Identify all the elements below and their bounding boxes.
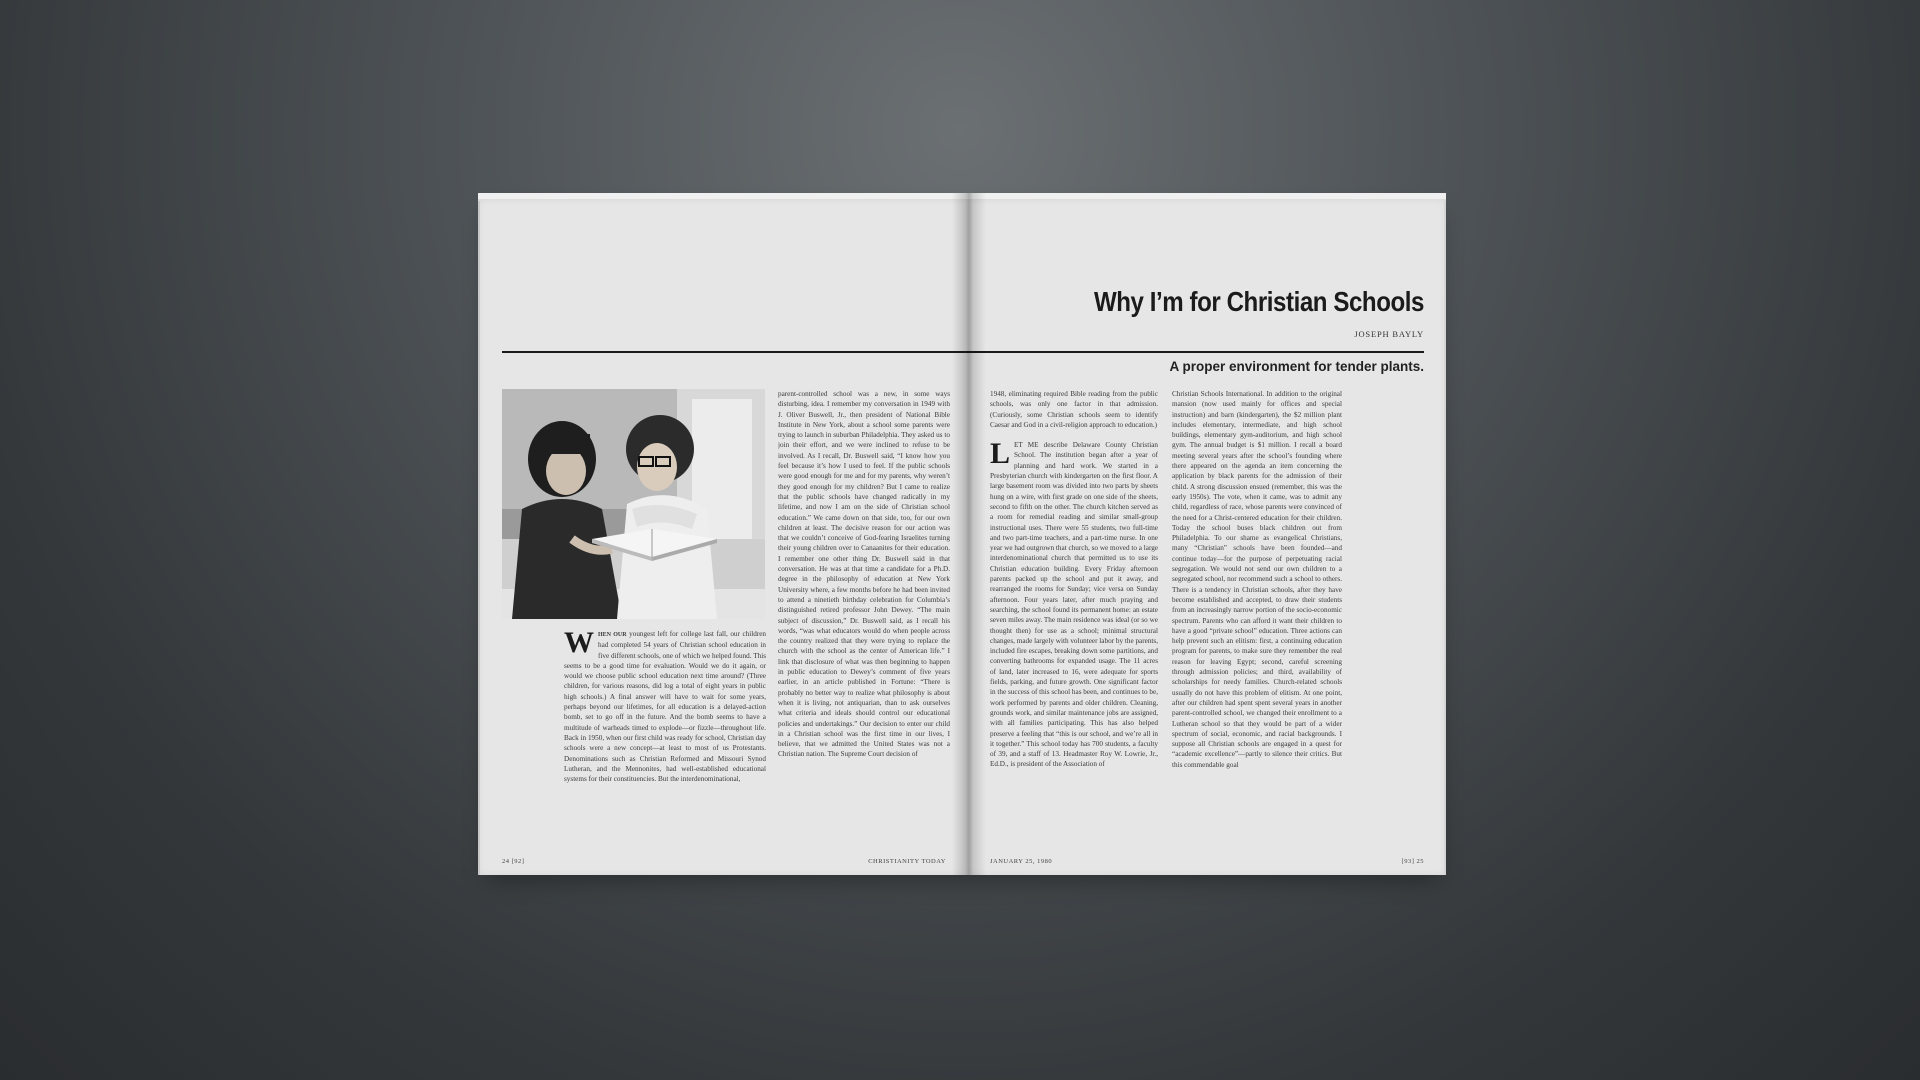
left-column-2	[778, 389, 950, 837]
article-title: Why I’m for Christian Schools	[1093, 286, 1424, 317]
left-column-2-text: parent-controlled school was a new, in some ways disturbing, idea. I remember my conversation in 1949 with J. Oliver Buswell, Jr., then president of National Bible Institute in New York, about a school some parents were trying to launch in suburban Philadelphia. They asked us to join their effort, and we were inclined to refuse to be involved. As I recall, Dr. Buswell said, “I know how you feel because it’s how I used to feel. If the public schools were good enough for me and for my parents, why weren’t they good enough for my children? But I came to realize that the public schools have changed radically in my lifetime, and now I am on the side of Christian school education.” We came down on that side, too, for our own children at least. The decisive reason for our action was that we couldn’t conceive of God-fearing Israelites turning their young children over to Canaanites for their education. I remember one other thing Dr. Buswell said in that conversation. He was at that time a candidate for a Ph.D. degree in the philosophy of education at New York University where, a few months before he had been invited to attend a ninetieth birthday celebration for Columbia’s distinguished retired professor John Dewey. “The main subject of discussion,” Dr. Buswell said, as I recall his words, “was what educators would do when people across the country realized that they were trying to replace the church with the school as the center of American life.” I link that disclosure of what was then beginning to happen in public education to Dewey’s comment of five years earlier, in an article published in Fortune: “There is probably no better way to realize what philosophy is about when it is living, not antiquarian, than to ask ourselves what criteria and ideals should control our educational policies and undertakings.” Our decision to enter our child in a Christian school was the first time in our lives, I believe, that we admitted the United States was not a Christian nation. The Supreme Court decision of	[778, 390, 950, 759]
right-column-2	[1172, 389, 1342, 837]
right-column-2-text: Christian Schools International. In addition to the original mansion (now used mainly for offices and special instruction) and barn (kindergarten), the $2 million plant includes elementary, intermediate, and high school buildings, elementary gym-auditorium, and high school gym. The annual budget is $1 million. I recall a board meeting several years after the school’s founding where there appeared on the agenda an item concerning the application by black parents for the admission of their child. A strong discussion ensued (remember, this was the early 1950s). The vote, when it came, was to admit any child, regardless of race, whose parents were convinced of the need for a Christ-centered education for their children. Today the school buses black children out from Philadelphia. To our shame as evangelical Christians, many “Christian” schools have been founded—and continue today—for the purpose of perpetuating racial segregation. We would not send our own children to a segregated school, nor recommend such a school to others. There is a tendency in Christian schools, after they have become established and accepted, to draw their students from an increasingly narrow portion of the socio-economic spectrum. Parents who can afford it want their children to have a good “private school” education. Three actions can help prevent such an elitism: first, a continuing education program for parents, to make sure they remember the real reason for leaving Egypt; second, careful screening through admission policies; and third, availability of scholarships for needy families. Church-related schools usually do not have this problem of elitism. At one point, after our children had spent spent several years in another parent-controlled school, we changed their enrollment to a Lutheran school so that they would be part of a wider spectrum of social, economic, and racial backgrounds. I suppose all Christian schools are engaged in a quest for “academic excellence”—partly to silence their critics. But this commendable goal	[1172, 390, 1342, 769]
dropcap-l: L	[990, 437, 1011, 471]
right-column-1-intro: 1948, eliminating required Bible reading from the public schools, was only one factor in that admission. (Curiously, some Christian schools seem to identify Caesar and God in a civil-religion approach to education.)	[990, 390, 1158, 429]
left-magazine-name: CHRISTIANITY TODAY	[868, 858, 946, 865]
right-page-edge	[1444, 201, 1446, 875]
left-page-number: 24 [92]	[502, 858, 525, 865]
article-author: JOSEPH BAYLY	[1354, 329, 1424, 339]
header-rule-right	[968, 351, 1424, 353]
left-column-1-text: youngest left for college last fall, our children had completed 54 years of Christian school education in five different schools, one of which we helped found. This seems to be a good time for evaluation. Would we do it again, or would we choose public school education next time around? (Three children, for various reasons, did log a total of eight years in public high schools.) A final answer will have to wait for some years, perhaps beyond our lifetimes, for all education is a delayed-action bomb, set to go off in the future. And the bomb seems to have a multitude of warheads timed to explode—or fizzle—throughout life. Back in 1950, when our first child was ready for school, Christian day schools were a new concept—at least to most of us Protestants. Denominations such as Christian Reformed and Missouri Synod Lutheran, and the Mennonites, had well-established educational systems for their constituencies. But the interdenominational,	[564, 630, 766, 784]
smallcaps-lead: HEN OUR	[598, 632, 627, 638]
right-page	[968, 193, 1446, 875]
right-column-1	[990, 389, 1158, 837]
right-date: JANUARY 25, 1980	[990, 858, 1053, 865]
article-photo	[502, 389, 765, 619]
children-reading-photo	[502, 389, 765, 619]
article-subtitle: A proper environment for tender plants.	[1169, 359, 1424, 374]
dropcap-w: W	[564, 629, 594, 659]
magazine-spread	[478, 193, 1446, 869]
left-page-edge	[478, 201, 480, 875]
left-column-1	[564, 629, 766, 839]
left-page	[478, 193, 968, 875]
right-column-1-text: ET ME describe Delaware County Christian School. The institution began after a year of planning and hard work. We started in a Presbyterian church with kindergarten on the first floor. A large basement room was divided into two parts by sheets hung on a wire, with first grade on one side of the sheets, second to fifth on the other. The church kitchen served as a room for remedial reading and similar small-group instructional uses. There were 55 students, two full-time and two part-time teachers, and a part-time nurse. In one year we had outgrown that church, so we moved to a large interdenominational church that permitted us to use its Christian education building. Every Friday afternoon parents packed up the school and put it away, and rearranged the rooms for Sunday; vice versa on Sunday afternoon. Four years later, after much praying and searching, the school found its permanent home: an estate seven miles away. The main residence was ideal (or so we thought then) for use as a school; minimal structural changes, made largely with volunteer labor by the parents, included fire escapes, breaking down some partitions, and converting bathrooms for expanded usage. The 11 acres of land, later increased to 16, were adequate for sports fields, parking, and future growth. One significant factor in the success of this school has been, and continues to be, work performed by parents and older children. Cleaning, grounds work, and similar maintenance jobs are assigned, with all families participating. This has also helped preserve a feeling that “this is our school, and we’re all in it together.” This school today has 700 students, a faculty of 39, and a staff of 13. Headmaster Roy W. Lowrie, Jr., Ed.D., is president of the Association of	[990, 441, 1158, 769]
right-page-number: [93] 25	[1401, 858, 1424, 865]
header-rule-left	[502, 351, 968, 353]
